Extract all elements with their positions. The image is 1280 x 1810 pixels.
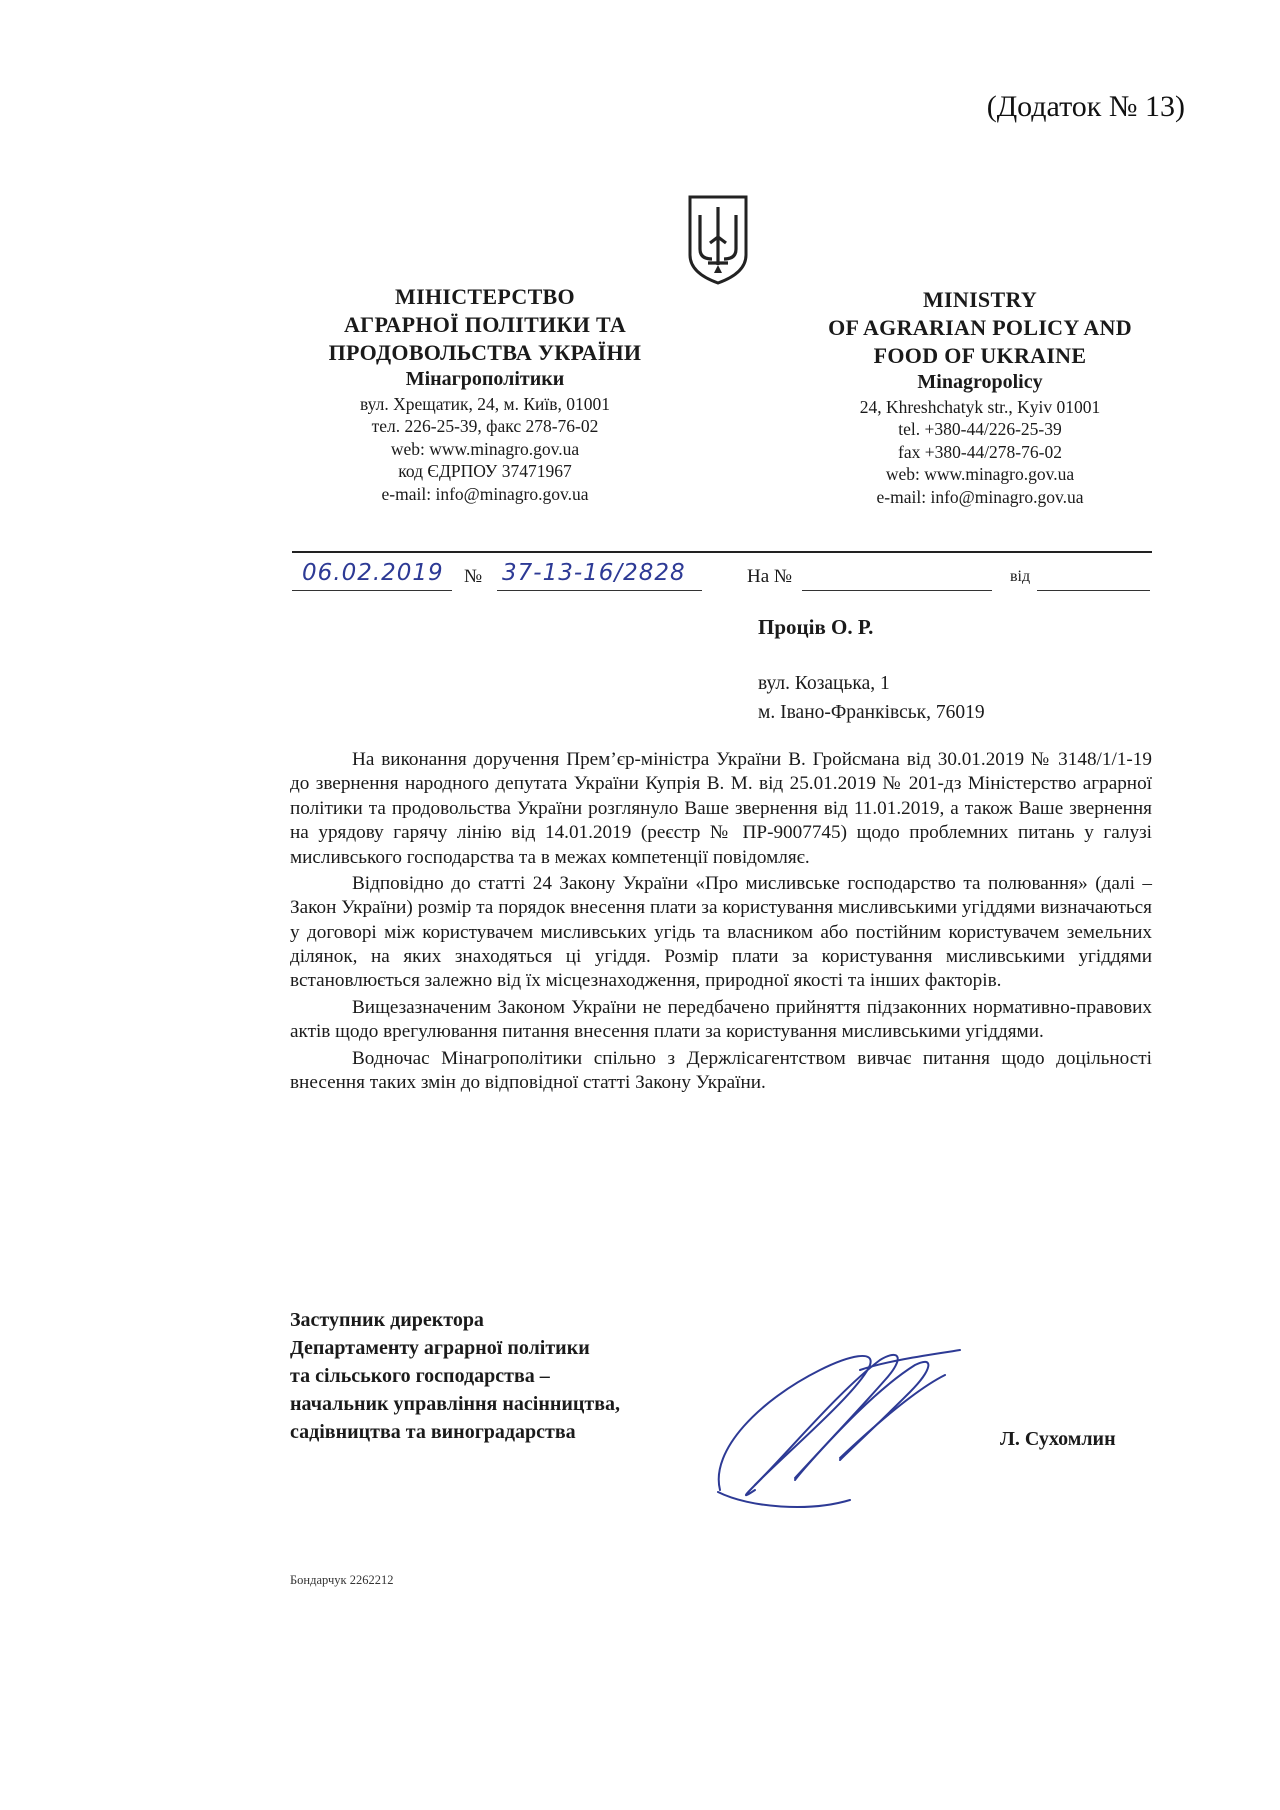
recipient-street: вул. Козацька, 1 [758, 673, 890, 694]
contact-line: код ЄДРПОУ 37471967 [398, 461, 572, 482]
number-label: № [464, 566, 483, 587]
body-paragraph: Вищезазначеним Законом України не передбачено прийняття підзаконних нормативно-правових актів щодо врегулювання питання внесення плати за користування мисливськими угіддями. [290, 996, 1152, 1043]
signer-name: Л. Сухомлин [1000, 1428, 1116, 1450]
contact-line: e-mail: info@minagro.gov.ua [876, 486, 1084, 507]
signatory-title-line: Заступник директора [290, 1309, 484, 1331]
contact-line: вул. Хрещатик, 24, м. Київ, 01001 [359, 394, 611, 415]
ministry-short-name: Мінагрополітики [405, 368, 565, 391]
registration-number: 37-13-16/2828 [502, 560, 686, 586]
reply-to-label: На № [747, 566, 793, 587]
recipient-name: Проців О. Р. [758, 615, 874, 639]
ministry-title-line: OF AGRARIAN POLICY AND [828, 315, 1132, 341]
contact-line: web: www.minagro.gov.ua [885, 464, 1075, 485]
letter-body [290, 748, 1152, 1097]
header-divider [292, 551, 1152, 553]
body-paragraph: На виконання доручення Прем’єр-міністра України В. Гройсмана від 30.01.2019 № 3148/1/1-19 до звернення народного депутата України Купрія В. М. від 25.01.2019 № 201-дз Міністерство аграрної політики та продовольства України розглянуло Ваше звернення від 11.01.2019, а також Ваше звернення на урядову гарячу лінію від 14.01.2019 (реєстр № ПР-9007745) щодо проблемних питань у галузі мисливського господарства та в межах компетенції повідомляє. [290, 749, 1152, 868]
ministry-title-line: MINISTRY [922, 287, 1038, 312]
registration-date: 06.02.2019 [302, 560, 444, 586]
contact-line: web: www.minagro.gov.ua [390, 438, 580, 459]
appendix-label: (Додаток № 13) [986, 90, 1185, 123]
coat-of-arms-icon [686, 193, 750, 287]
signatory-title-line: Департаменту аграрної політики [290, 1337, 590, 1359]
signatory-title-line: та сільського господарства – [290, 1365, 550, 1387]
contact-line: 24, Khreshchatyk str., Kyiv 01001 [859, 397, 1101, 418]
ministry-title-line: FOOD OF UKRAINE [873, 343, 1087, 369]
contact-line: тел. 226-25-39, факс 278-76-02 [371, 416, 599, 437]
signatory-title-line: садівництва та виноградарства [290, 1421, 576, 1443]
ministry-header-en [790, 286, 1170, 508]
reply-number-field [802, 590, 992, 591]
signatory-title [290, 1306, 620, 1446]
executor-footer: Бондарчук 2262212 [290, 1573, 394, 1587]
from-label: від [1010, 568, 1031, 585]
recipient-address [758, 669, 985, 728]
ministry-title-line: АГРАРНОЇ ПОЛІТИКИ ТА [343, 312, 627, 338]
recipient-city: м. Івано-Франківськ, 76019 [758, 702, 985, 724]
body-paragraph: Відповідно до статті 24 Закону України «Про мисливське господарство та полювання» (далі – Закон України) розмір та порядок внесення плати за користування мисливськими угіддями визначаються у договорі між користувачем мисливських угідь та власником або постійним користувачем земельних ділянок, на яких знаходяться ці угіддя. Розмір плати за користування мисливськими угіддями встановлюється залежно від їх місцезнаходження, природної якості та інших факторів. [290, 872, 1152, 992]
signatory-title-line: начальник управління насінництва, [290, 1393, 621, 1415]
body-paragraph: Водночас Мінагрополітики спільно з Держлісагентством вивчає питання щодо доцільності внесення таких змін до відповідної статті Закону України. [290, 1047, 1152, 1093]
ministry-title-line: МІНІСТЕРСТВО [395, 284, 575, 309]
contact-line: fax +380-44/278-76-02 [898, 441, 1062, 462]
ministry-short-name: Minagropolicy [917, 371, 1043, 394]
registration-line [292, 560, 1152, 596]
ministry-header-ua [280, 283, 690, 505]
ministry-title-line: ПРОДОВОЛЬСТВА УКРАЇНИ [328, 340, 642, 366]
reply-date-field [1037, 590, 1150, 591]
handwritten-signature [700, 1330, 970, 1515]
contact-line: tel. +380-44/226-25-39 [898, 419, 1062, 440]
contact-line: e-mail: info@minagro.gov.ua [381, 483, 589, 504]
